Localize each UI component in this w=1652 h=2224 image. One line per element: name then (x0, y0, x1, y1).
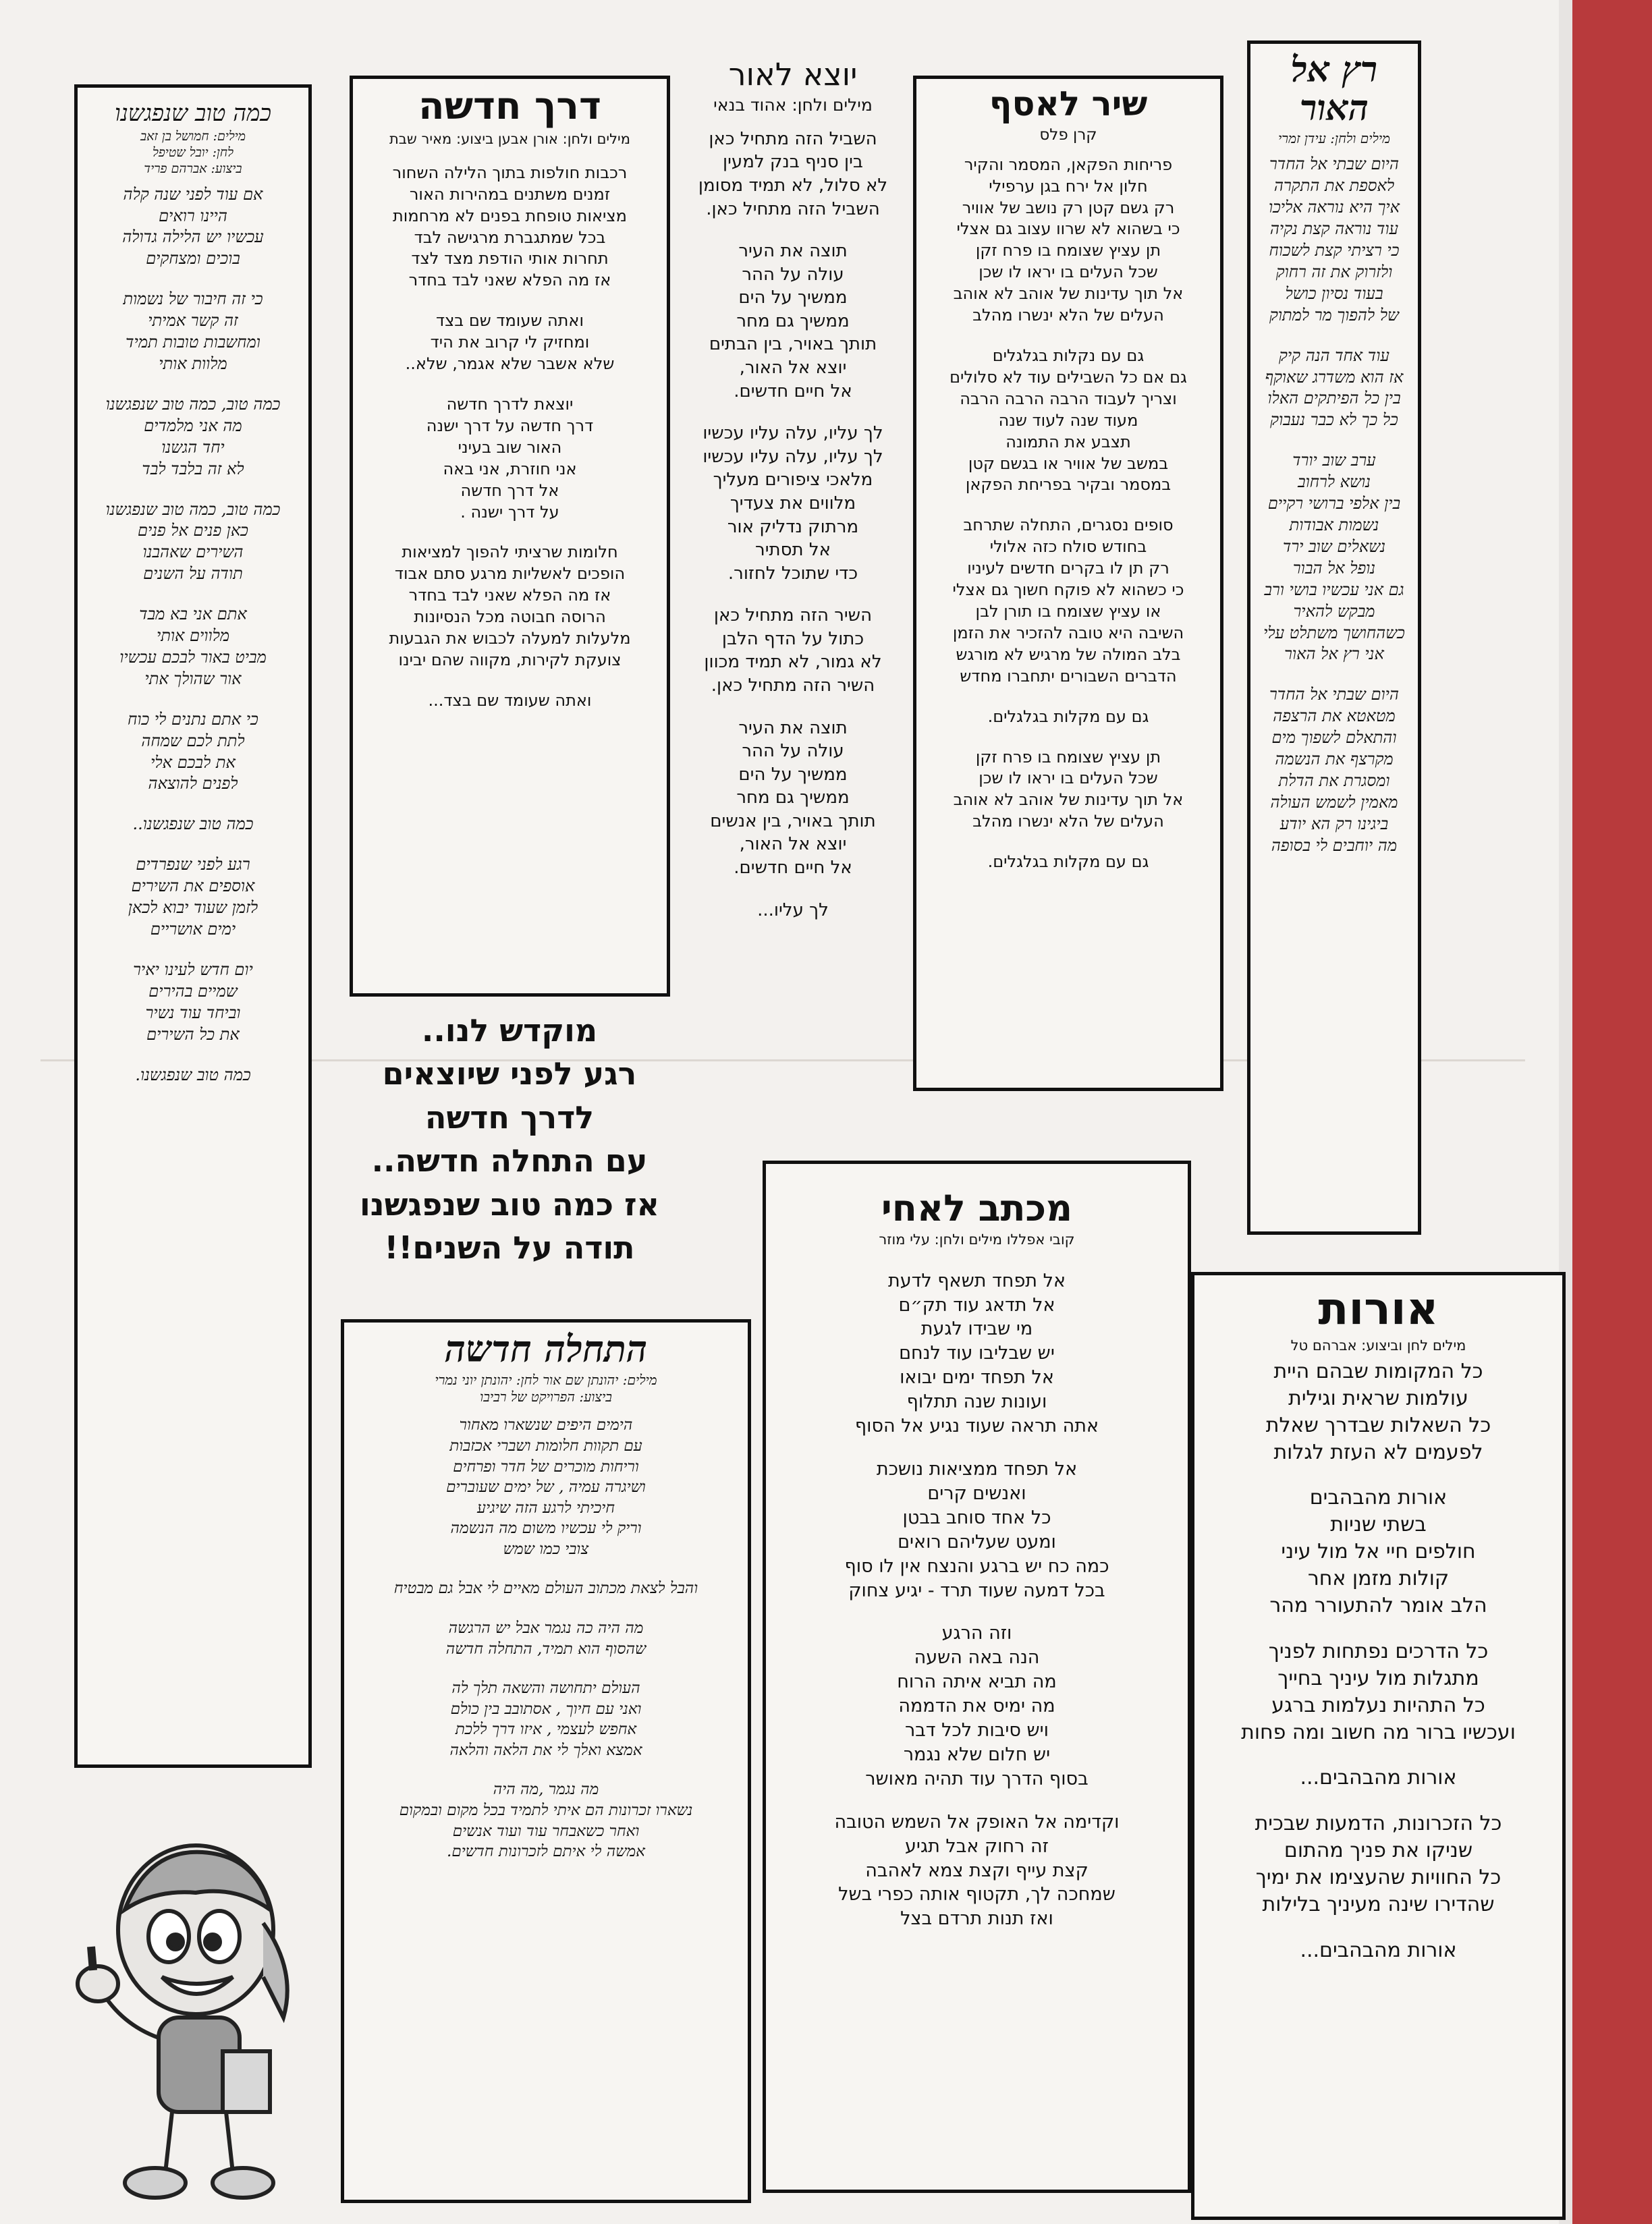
lyric-line: וביחד עוד נשיר (145, 1003, 241, 1022)
stanza-gap (682, 221, 904, 240)
lyric-line: לך עליו, עלה עליו עכשיו (703, 446, 883, 467)
lyric-line: אז מה הפלא שאני לבד בחדר (408, 271, 611, 290)
lyric-line: אז מה הפלא שאני לבד בחדר (408, 586, 611, 605)
lyric-line: תן עציץ שצומח בו פרח זקן (975, 747, 1161, 767)
stanza-gap (766, 1791, 1188, 1810)
lyric-line: נופל אל הבור (1292, 558, 1376, 578)
lyric-line: השיר הזה מתחיל כאן (713, 605, 873, 626)
lyric-line: ומחשבות טובות תמיד (126, 333, 260, 352)
song-lyrics (353, 163, 667, 712)
lyric-line: הדברים השבורים יתחברו מחדש (960, 666, 1177, 686)
lyric-line: אור שהולך אתי (144, 669, 242, 688)
lyric-line: בסוף הדרך עוד תהיה מאושר (865, 1768, 1089, 1789)
lyric-line: כדי שתוכל לחזור. (727, 563, 858, 584)
lyric-line: חלומות שרציתי להפוך למציאות (402, 543, 618, 562)
lyric-line: חיכיתי לרגע הזה שיגיע (477, 1499, 615, 1517)
lyric-line: כשהחושך משתלט עלי (1263, 623, 1405, 642)
lyric-line: מעוד שנה לעוד שנה (998, 410, 1138, 430)
stanza-gap (344, 1760, 748, 1779)
song-lyrics (78, 184, 308, 1086)
lyric-line: בוכים ומצחקים (146, 249, 240, 269)
lyric-line: צועקת לקירות, מקווה שהם יבינו (398, 650, 622, 669)
song-title: אורות (1318, 1283, 1439, 1335)
lyric-line: ויש סיבות לכל דבר (904, 1720, 1049, 1742)
song-box-orot (1191, 1272, 1566, 2220)
song-box-michtav-laachi (763, 1161, 1191, 2193)
lyric-line: יום חדש לעינו יאיר (133, 960, 253, 979)
lyric-line: העלים של הלא ינשרו מהלב (972, 812, 1164, 831)
song-box-hatchala-hadasha (341, 1319, 751, 2203)
stanza-gap (78, 270, 308, 289)
lyric-line: יחד הגשנו (161, 437, 225, 457)
lyric-line: אל תוך עדינות של אוהב לא אוהב (953, 284, 1184, 304)
lyric-line: את לבכם אלי (150, 752, 236, 772)
lyric-line: סופים נסגרים, התחלה שתרחב (963, 516, 1174, 535)
lyric-line: זה קשר אמיתי (148, 311, 238, 331)
lyric-line: שהדירו שינה מעיניך בלילות (1262, 1892, 1495, 1916)
stanza-gap (78, 835, 308, 854)
stanza-gap (1194, 1746, 1562, 1764)
lyric-line: מלעלות למעלה לכבוש את הגבעות (389, 629, 631, 648)
lyric-line: אני חוזרת, אני באה (443, 459, 577, 478)
lyric-line: לאספת את התקרה (1273, 176, 1395, 196)
lyric-line: אתה תראה שעוד נגיע אל הסוף (854, 1416, 1099, 1437)
stanza-gap (766, 1439, 1188, 1457)
lyric-line: ואחר כשאבחר עוד ועוד אנשים (452, 1822, 640, 1840)
lyric-line: שכל העלים בו יראו לו שכן (979, 262, 1158, 282)
song-credit: קובי אפללו מילים ולחן: עלי מוזר (879, 1231, 1075, 1248)
lyric-line: כמה טוב שנפגשנו. (135, 1065, 251, 1084)
lyric-line: לא סלול, לא תמיד מסומן (698, 175, 888, 196)
lyric-line: מציאות טופחת בפנים לא מרחמות (393, 206, 627, 225)
lyric-line: שמיים בהירים (148, 981, 238, 1001)
stanza-gap (78, 795, 308, 814)
lyric-line: בכל שמתגברת מרגישה לבד (414, 227, 606, 247)
lyric-line: אל תדאג עוד תק״ם (898, 1294, 1055, 1316)
dedication-lines (341, 1009, 678, 1269)
stanza-gap (682, 585, 904, 604)
lyric-line: הנה באה השעה (914, 1647, 1040, 1669)
lyric-line: אל חיים חדשים. (734, 858, 852, 879)
lyric-line: כי אתם נתנים לי כוח (128, 709, 258, 729)
lyric-line: חולפים חיי אל מול עיני (1281, 1540, 1476, 1564)
song-box-kama-tov (74, 84, 312, 1768)
lyric-line: הלב אומר להתעורר מהר (1269, 1593, 1487, 1617)
lyric-line: מלוות אותי (159, 354, 227, 373)
song-lyrics (682, 128, 904, 922)
lyric-line: ממשיך על הים (738, 764, 848, 785)
lyric-line: דרך חדשה על דרך ישנה (426, 416, 594, 435)
lyric-line: ומסגרת את הדלת (1278, 771, 1390, 790)
stanza-gap (344, 1599, 748, 1618)
lyric-line: מקרצף את הנשמה (1275, 750, 1394, 769)
lyric-line: תותך באויר, בין אנשים (710, 810, 876, 831)
lyric-line: עם תקוות חלומות ושברי אכזבות (449, 1437, 642, 1455)
lyric-line: עולמות שראית וגילית (1288, 1386, 1468, 1410)
lyric-line: אחפש לעצמי , איזו דרך ללכת (455, 1721, 637, 1739)
stanza-gap (1194, 1619, 1562, 1638)
stanza-gap (916, 688, 1220, 706)
lyric-line: כי רציתי קצת לשכוח (1269, 241, 1400, 260)
lyric-line: כמה טוב, כמה טוב שנפגשנו (105, 394, 281, 414)
stanza-gap (78, 585, 308, 604)
song-title: התחלה חדשה (444, 1327, 648, 1370)
lyric-line: ואתה שעומד שם בצד (435, 311, 584, 331)
lyric-line: זמנים משתנים במהירות האור (409, 184, 611, 204)
stanza-gap (916, 327, 1220, 345)
lyric-line: לפעמים לא העזת לגלות (1273, 1440, 1483, 1464)
lyric-line: כל השאלות שבדרך שאלת (1265, 1413, 1491, 1437)
dedication-line: רגע לפני שיוצאים (382, 1055, 637, 1092)
lyric-line: ערב שוב יורד (1292, 451, 1376, 470)
song-credit: קרן פלס (1039, 126, 1097, 144)
lyric-line: אורות מהבהבים... (1300, 1938, 1457, 1962)
song-credit: מילים לחן וביצוע: אברהם טל (1290, 1337, 1466, 1354)
lyric-line: אל תפחד ממציאות נושכת (876, 1458, 1078, 1480)
lyric-line: ממשיך גם מחר (736, 310, 850, 331)
lyric-line: כמה טוב, כמה טוב שנפגשנו (105, 499, 281, 519)
stanza-gap (682, 698, 904, 717)
stanza-gap (78, 1046, 308, 1065)
lyric-line: צובי כמו שמש (503, 1540, 589, 1558)
lyric-line: ימים אושריים (150, 920, 236, 939)
stanza-gap (78, 941, 308, 960)
stanza-gap (344, 1659, 748, 1678)
lyric-line: שכל העלים בו יראו לו שכן (979, 769, 1158, 788)
song-title: שיר לאסף (989, 84, 1148, 123)
lyric-line: כאן פנים אל פנים (137, 521, 249, 540)
stanza-gap (353, 523, 667, 542)
lyric-line: רגע לפני שנפרדים (136, 855, 250, 874)
stanza-gap (78, 375, 308, 394)
stanza-gap (766, 1603, 1188, 1621)
song-lyrics (916, 155, 1220, 873)
lyric-line: רק גשם קטן רק נושב של אוויר (962, 198, 1175, 217)
lyric-line: וריק לי עכשיו משום מה הנשמה (450, 1520, 642, 1538)
stanza-gap (682, 880, 904, 899)
lyric-line: יוצאת לדרך חדשה (446, 395, 574, 414)
lyric-line: כל אחד סוחב בבטן (902, 1507, 1051, 1528)
lyric-line: היום שבתי אל החדר (1269, 685, 1399, 704)
stanza-gap (1250, 665, 1418, 684)
dedication-line: לדרך חדשה (424, 1099, 595, 1136)
lyric-line: הרוסה חבוטה מכל הנסיונות (414, 607, 606, 627)
lyric-line: שלא אשבר שלא אגמר, שלא.. (405, 354, 615, 374)
lyric-line: בכל דמעה שעוד תרד - יגיע צחוק (848, 1580, 1105, 1601)
lyric-line: אל תוך עדינות של אוהב לא אוהב (953, 790, 1184, 810)
stanza-gap (1250, 431, 1418, 450)
lyric-line: כל הזכרונות, הדמעות שבכית (1255, 1812, 1502, 1836)
lyric-line: עולה על ההר (742, 264, 844, 285)
lyric-line: מה נגמר ,מה היה (493, 1781, 599, 1799)
stanza-gap (353, 375, 667, 394)
lyric-line: ומעט שעליהם רואים (898, 1531, 1056, 1553)
song-credit: מילים: יהונתן שם אור לחן: יהונתן יוני נמרי ביצוע: הפרויקט של רביבו (435, 1372, 657, 1406)
stanza-gap (353, 291, 667, 310)
song-title: יוצא לאור (728, 56, 858, 92)
lyric-line: זה רחוק אבל תגיע (905, 1835, 1049, 1857)
lyric-line: אל תסתיר (755, 540, 831, 561)
stanza-gap (1194, 1918, 1562, 1937)
lyric-line: תן עציץ שצומח בו פרח זקן (975, 241, 1161, 260)
lyric-line: ממשיך על הים (738, 287, 848, 308)
lyric-line: ממשיך גם מחר (736, 787, 850, 808)
lyric-line: לזמן שעוד יבוא לכאן (128, 898, 258, 918)
song-title: מכתב לאחי (881, 1187, 1073, 1229)
lyric-line: אל חיים חדשים. (734, 381, 852, 401)
lyric-line: מה אני מלמדים (144, 416, 242, 435)
lyric-line: איך היא נוראה אליכו (1268, 198, 1400, 217)
lyric-line: כל החוויות שהעצימו את ימיך (1255, 1866, 1502, 1890)
lyric-line: במשב של אוויר או בגשם קטן (968, 453, 1169, 473)
lyric-line: אורות מהבהבים (1309, 1486, 1448, 1510)
lyric-line: גם אני עכשיו בושי ורב (1264, 580, 1404, 599)
dedication-line: אז כמה טוב שנפגשנו (359, 1186, 660, 1223)
lyric-line: הופכים לאשליות מרגע סתם אבוד (394, 564, 626, 584)
lyric-line: יוצא אל האור, (739, 358, 847, 379)
lyric-line: אמצא ואלך לי את הלאה והלאה (449, 1741, 642, 1759)
song-title: כמה טוב שנפגשנו (115, 100, 271, 127)
lyric-line: האור שוב בעיני (458, 437, 562, 457)
lyric-line: מי שבידו לגעת (920, 1318, 1033, 1340)
lyric-line: גם עם מקלות בגלגלים. (987, 852, 1149, 872)
song-credit: מילים ולחן: עידן זמרי (1278, 130, 1390, 147)
lyric-line: הימים היפים שנשארו מאחור (459, 1416, 633, 1435)
lyric-line: השביל הזה מתחיל כאן. (706, 198, 880, 219)
stanza-gap (353, 671, 667, 690)
lyric-line: תוצה את העיר (738, 717, 848, 738)
lyric-line: ואני עם חיוך , אסתובב בין כולם (450, 1700, 642, 1718)
lyric-line: העלים של הלא ינשרו מהלב (972, 306, 1164, 325)
lyric-line: אוספים את השירים (131, 877, 255, 896)
lyric-line: אמשה לי איתם לזכרונות חדשים. (447, 1843, 645, 1861)
lyric-line: ומחזיק לי קרוב את היד (430, 333, 590, 352)
lyric-line: תצבע את התמונה (1006, 432, 1131, 451)
lyric-line: לא גמור, לא תמיד מכוון (704, 652, 882, 673)
lyric-line: וצריך לעבוד הרבה הרבה הרבה (960, 389, 1177, 408)
lyric-line: עוד אחד הנה קיק (1279, 345, 1389, 365)
lyric-line: גם אם כל השבילים עוד לא סלולים (949, 367, 1187, 387)
song-box-derech-hadasha (350, 76, 670, 997)
lyric-line: וריחות מוכרים של חדר ופרחים (453, 1457, 639, 1476)
lyric-line: לפנים להוצאה (148, 774, 238, 794)
lyric-line: כל כך לא כבר נעבוק (1270, 410, 1398, 430)
lyric-line: מטאטא את הרצפה (1273, 706, 1396, 726)
lyric-line: ביגינו רק הא יודע (1279, 814, 1389, 833)
lyric-line: בשתי שניות (1330, 1513, 1427, 1537)
lyric-line: תודה על השנים (143, 564, 243, 584)
lyric-line: מלאכי ציפורים מעליך (713, 470, 873, 491)
song-credit: מילים ולחן: אורן אבען ביצוע: מאיר שבת (389, 130, 631, 147)
lyric-line: אל תפחד ימים יבואו (900, 1367, 1054, 1389)
lyric-line: ולזרוק את זה רחוק (1275, 262, 1393, 281)
lyric-line: כמה טוב שנפגשנו.. (132, 814, 254, 834)
lyric-line: מה יוחבים לי בסופה (1271, 835, 1398, 855)
lyric-line: ואנשים קרים (927, 1482, 1026, 1504)
stanza-gap (916, 833, 1220, 852)
lyric-line: בעוד נסיון כושל (1285, 283, 1383, 303)
song-box-ratz-el-haor (1247, 40, 1421, 1235)
lyric-line: בין אלפי ברושי רקיים (1267, 494, 1401, 513)
lyric-line: מאמין לשמש העולה (1270, 792, 1398, 812)
lyric-line: תחרות אותי הודפת מצד לצד (411, 249, 609, 269)
lyric-line: כמה כח יש ברגע והנצח אין לו סוף (844, 1555, 1109, 1577)
lyric-line: של להפוך מר למתוק (1269, 305, 1399, 325)
lyric-line: תוצה את העיר (738, 241, 848, 262)
lyric-line: כי זה חיבור של נשמות (123, 289, 263, 309)
lyric-line: ואז תנות תרדם בצל (900, 1908, 1053, 1930)
lyric-line: מתגלות מול עיניך בחייך (1277, 1666, 1479, 1690)
lyric-line: כתול על הדף הלבן (721, 628, 864, 649)
lyric-line: אז הוא משדרג שאוקף (1265, 367, 1404, 387)
song-lyrics (1194, 1358, 1562, 1964)
lyric-line: במסמר ובקיר בפריחת הפקאן (965, 475, 1172, 495)
lyric-line: והבל לצאת מכתוב העולם מאיים לי אבל גם מבטיח (393, 1580, 698, 1598)
dedication-line: תודה על השנים!! (384, 1229, 635, 1266)
lyric-line: אתם אני בא מבד (139, 605, 247, 624)
lyric-line: מבקש להאיר (1293, 601, 1375, 621)
lyric-line: בלב המולה של מרגיש לא מורגש (956, 644, 1181, 664)
dedication-line: מוקדש לנו.. (421, 1012, 598, 1049)
lyric-line: עוד נוראה קצת נקיה (1269, 219, 1399, 239)
lyric-line: רכבות חולפות בתוך הלילה השחור (392, 163, 628, 182)
lyric-line: בחודש סולח כזה אלולי (989, 537, 1147, 557)
lyric-line: שמחכה לך, תקטוף אותה כפרי בשל (838, 1884, 1116, 1906)
lyric-line: וקדימה אל האופק אל השמש הטובה (834, 1811, 1120, 1833)
lyric-line: אורות מהבהבים... (1300, 1766, 1457, 1790)
lyric-line: שהסוף הוא תמיד, התחלה חדשה (445, 1640, 646, 1658)
lyric-line: מלווים אותי (156, 626, 230, 646)
stanza-gap (916, 728, 1220, 747)
lyric-line: גם עם נקלות בגלגלים (992, 346, 1145, 365)
lyric-line: כי בשהוא לא שרוו עצוב גם אצלי (956, 219, 1180, 239)
dedication-text (341, 1009, 678, 1292)
lyric-line: חלון אל ירח בגן ערפילי (989, 176, 1148, 196)
lyric-line: לתת לכם שמחה (141, 731, 245, 750)
song-block-yotze-laor (682, 51, 904, 1144)
lyric-line: השיר הזה מתחיל כאן. (711, 675, 875, 696)
lyric-line: מה היה כה נגמר אבל יש הרגשה (448, 1619, 644, 1638)
lyric-line: השיבה היא טובה להזכיר את הזמן (952, 623, 1184, 642)
lyric-line: או עציץ שצומח בו תורן לבן (975, 601, 1161, 621)
lyric-line: כל התהיות נעלמות ברגע (1271, 1693, 1485, 1717)
lyric-line: לך עליו, עלה עליו עכשיו (703, 423, 883, 444)
stanza-gap (1194, 1791, 1562, 1810)
stanza-gap (344, 1559, 748, 1578)
lyric-line: מה ימיס את הדממה (898, 1696, 1055, 1717)
lyric-line: לא זה בלבד לבד (142, 459, 244, 478)
lyric-line: פריחות הפקאן, המסמר והקיר (964, 155, 1173, 174)
stanza-gap (78, 690, 308, 709)
lyric-line: את כל השירים (146, 1024, 240, 1044)
lyric-line: יש שבליבו עוד לנחם (899, 1343, 1055, 1364)
lyric-line: על דרך ישנה . (460, 502, 559, 522)
stanza-gap (78, 480, 308, 499)
lyric-line: עולה על ההר (742, 741, 844, 762)
stanza-gap (1194, 1466, 1562, 1484)
lyric-line: יוצא אל האור, (739, 834, 847, 855)
lyric-line: ועכשיו ברור מה חשוב ומה פחות (1241, 1720, 1516, 1744)
lyric-line: מה תביא איתה הרוח (897, 1671, 1057, 1693)
lyric-line: אני רץ אל האור (1284, 644, 1384, 664)
red-background (1572, 0, 1652, 2224)
lyric-line: רק תן לו בקרים חדשים לעיניו (967, 559, 1169, 578)
lyric-line: נושא לרחוב (1298, 472, 1371, 492)
lyric-line: עכשיו יש הלילה גדולה (122, 227, 264, 247)
lyric-line: והתאלם לשפוך מים (1271, 728, 1397, 748)
stanza-gap (682, 403, 904, 422)
cartoon-girl-thumbs-up-illustration (61, 1822, 304, 2213)
lyric-line: היינו רואים (159, 206, 227, 225)
song-credit: מילים ולחן: אהוד בנאי (713, 94, 873, 115)
song-lyrics (1250, 154, 1418, 856)
lyric-line: נשמות אבודות (1289, 515, 1379, 534)
lyric-line: אם עוד לפני שנה קלה (123, 184, 263, 204)
stanza-gap (1250, 327, 1418, 345)
lyric-line: ושיגרה עמיה , של ימים שעוברים (446, 1478, 646, 1497)
song-lyrics (766, 1269, 1188, 1932)
lyric-line: ועונות שנה תתלוף (906, 1391, 1047, 1413)
lyric-line: כל המקומות שבהם היית (1273, 1359, 1483, 1383)
song-title: רץ אל האור (1290, 49, 1378, 130)
lyric-line: היום שבתי אל החדר (1269, 155, 1399, 174)
lyric-line: וזה הרגע (941, 1623, 1012, 1644)
song-lyrics (344, 1415, 748, 1862)
lyric-line: לך עליו... (757, 899, 829, 920)
song-box-shir-leasaf (913, 76, 1223, 1091)
lyric-line: יש חלום שלא נגמר (903, 1744, 1051, 1765)
lyric-line: קולות מזמן אחר (1307, 1567, 1450, 1591)
lyric-line: ואתה שעומד שם בצד... (428, 690, 592, 710)
lyric-line: נשאלים שוב ירד (1282, 536, 1386, 556)
lyric-line: בין כל הפיתקים האלו (1267, 389, 1401, 408)
lyric-line: בין סניף בנק למעין (723, 152, 863, 173)
lyric-line: השביל הזה מתחיל כאן (709, 128, 877, 149)
lyric-line: אל דרך חדשה (460, 480, 559, 500)
lyric-line: מביט באור לבכם עכשיו (119, 647, 267, 667)
lyric-line: כי כשהוא לא פוקח חשוך גם אצלי (952, 580, 1184, 600)
lyric-line: מלווים את צעדיך (729, 493, 856, 513)
lyric-line: גם עם מקלות בגלגלים. (987, 706, 1149, 726)
lyric-line: שניקו את פניך מהתום (1284, 1839, 1473, 1863)
dedication-line: עם התחלה חדשה.. (371, 1142, 648, 1179)
lyric-line: מרתוק נדליק אור (727, 516, 859, 537)
lyric-line: העולם יתחושה והשאה תלך לה (451, 1679, 640, 1698)
lyric-line: קצת עייף וקצת צמא לאהבה (865, 1860, 1089, 1881)
song-credit: מילים: חמושל בן זאב לחן: יובל שטיפל ביצוע: אברהם פריד (140, 129, 246, 176)
lyric-line: אל תפחד תשאף לדעת (887, 1270, 1066, 1291)
lyric-line: נשארו זכרונות הם איתי לתמיד בכל מקום ובמקום (399, 1802, 693, 1820)
stanza-gap (916, 496, 1220, 515)
song-title: דרך חדשה (418, 84, 601, 128)
lyric-line: השירים שאהבנו (142, 543, 244, 562)
lyric-line: תותך באויר, בין הבתים (709, 334, 877, 355)
lyric-line: כל הדרכים נפתחות לפניך (1268, 1639, 1489, 1663)
